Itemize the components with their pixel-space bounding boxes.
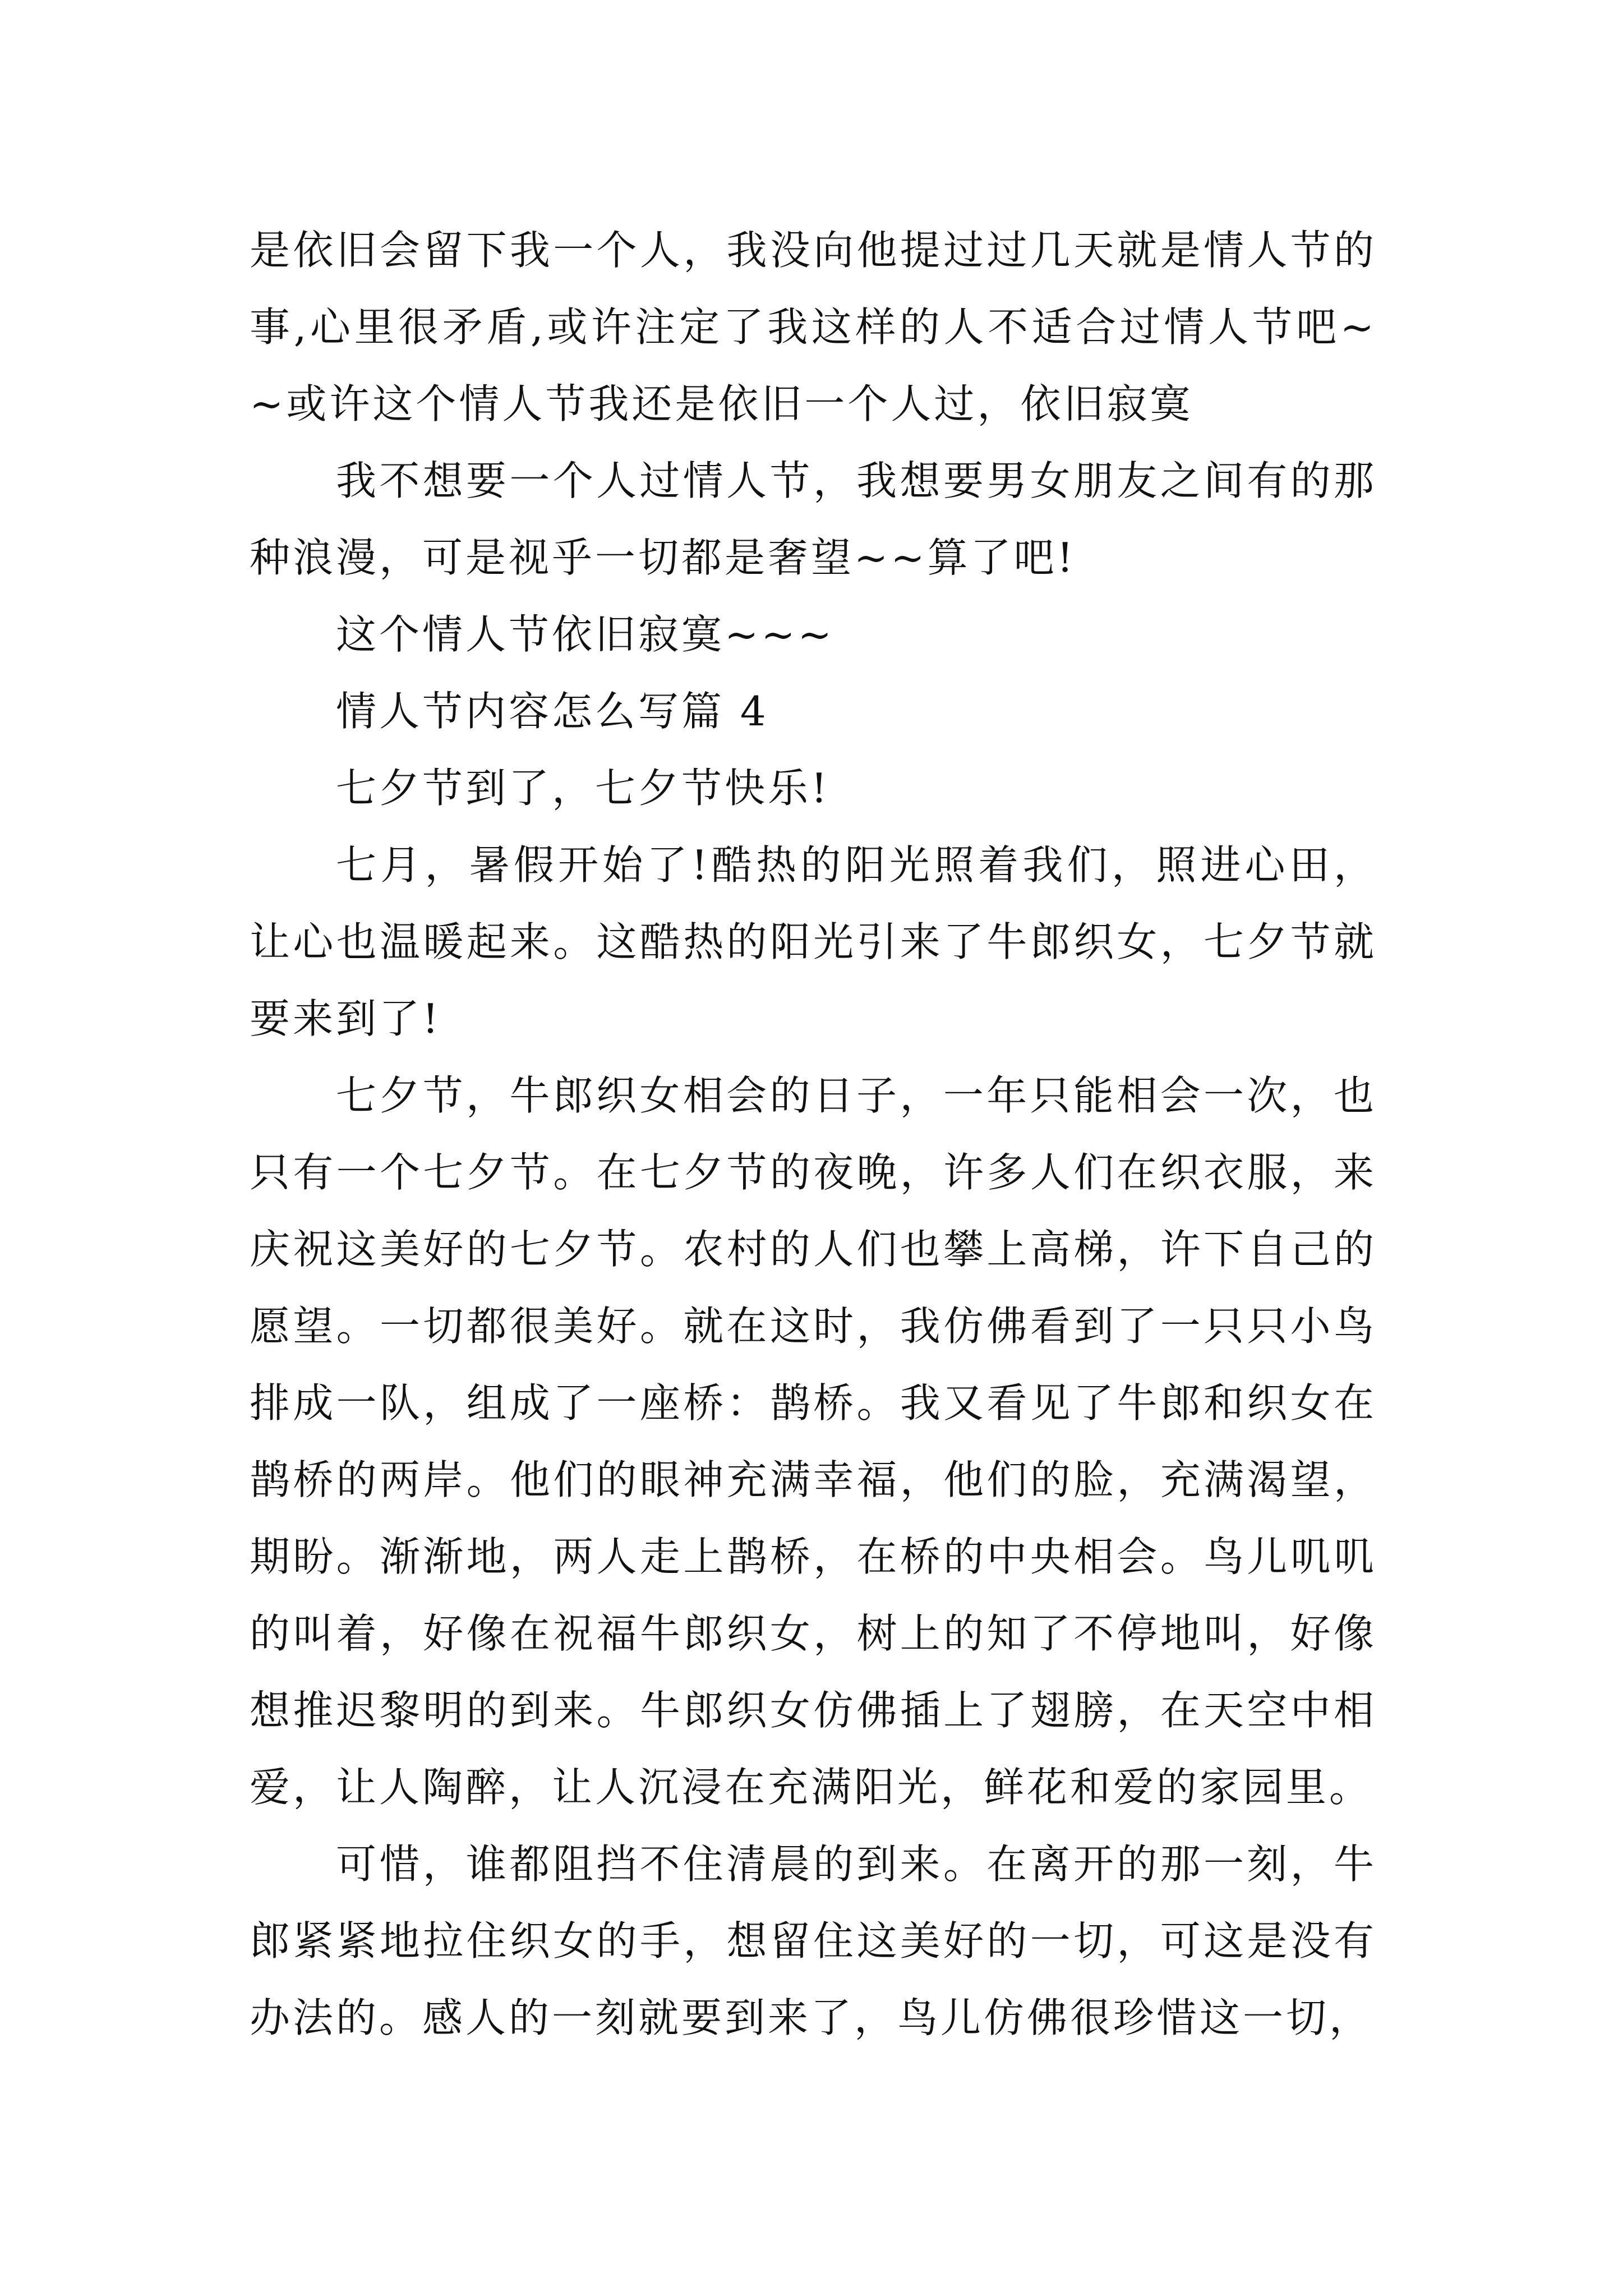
paragraph: 七夕节到了，七夕节快乐! [336, 765, 830, 812]
paragraph: 七夕节，牛郎织女相会的日子，一年只能相会一次，也只有一个七夕节。在七夕节的夜晚，许多人们在织衣服，来庆祝这美好的七夕节。农村的人们也攀上高梯，许下自己的愿望。一切都很美好。就在这时，我仿佛看到了一只只小鸟排成一队，组成了一座桥：鹊桥。我又看见了牛郎和织女在鹊桥的两岸。他们的眼神充满幸福，他们的脸，充满渴望，期盼。渐渐地，两人走上鹊桥，在桥的中央相会。鸟儿叽叽的叫着，好像在祝福牛郎织女，树上的知了不停地叫，好像想推迟黎明的到来。牛郎织女仿佛插上了翅膀，在天空中相爱，让人陶醉，让人沉浸在充满阳光，鲜花和爱的家园里。 [250, 1072, 1377, 1811]
body-text [250, 212, 1377, 2056]
paragraph: 我不想要一个人过情人节，我想要男女朋友之间有的那种浪漫，可是视乎一切都是奢望~~算了吧! [250, 457, 1377, 581]
section-heading: 情人节内容怎么写篇 4 [336, 688, 769, 735]
paragraph: 可惜，谁都阻挡不住清晨的到来。在离开的那一刻，牛郎紧紧地拉住织女的手，想留住这美好的一切，可这是没有办法的。感人的一刻就要到来了，鸟儿仿佛很珍惜这一切， [250, 1841, 1377, 2041]
paragraph-continuation: 是依旧会留下我一个人，我没向他提过过几天就是情人节的事,心里很矛盾,或许注定了我这样的人不适合过情人节吧~~或许这个情人节我还是依旧一个人过，依旧寂寞 [250, 227, 1377, 427]
paragraph: 七月，暑假开始了!酷热的阳光照着我们，照进心田，让心也温暖起来。这酷热的阳光引来了牛郎织女，七夕节就要来到了! [250, 841, 1377, 1042]
paragraph: 这个情人节依旧寂寞~~~ [336, 611, 834, 658]
